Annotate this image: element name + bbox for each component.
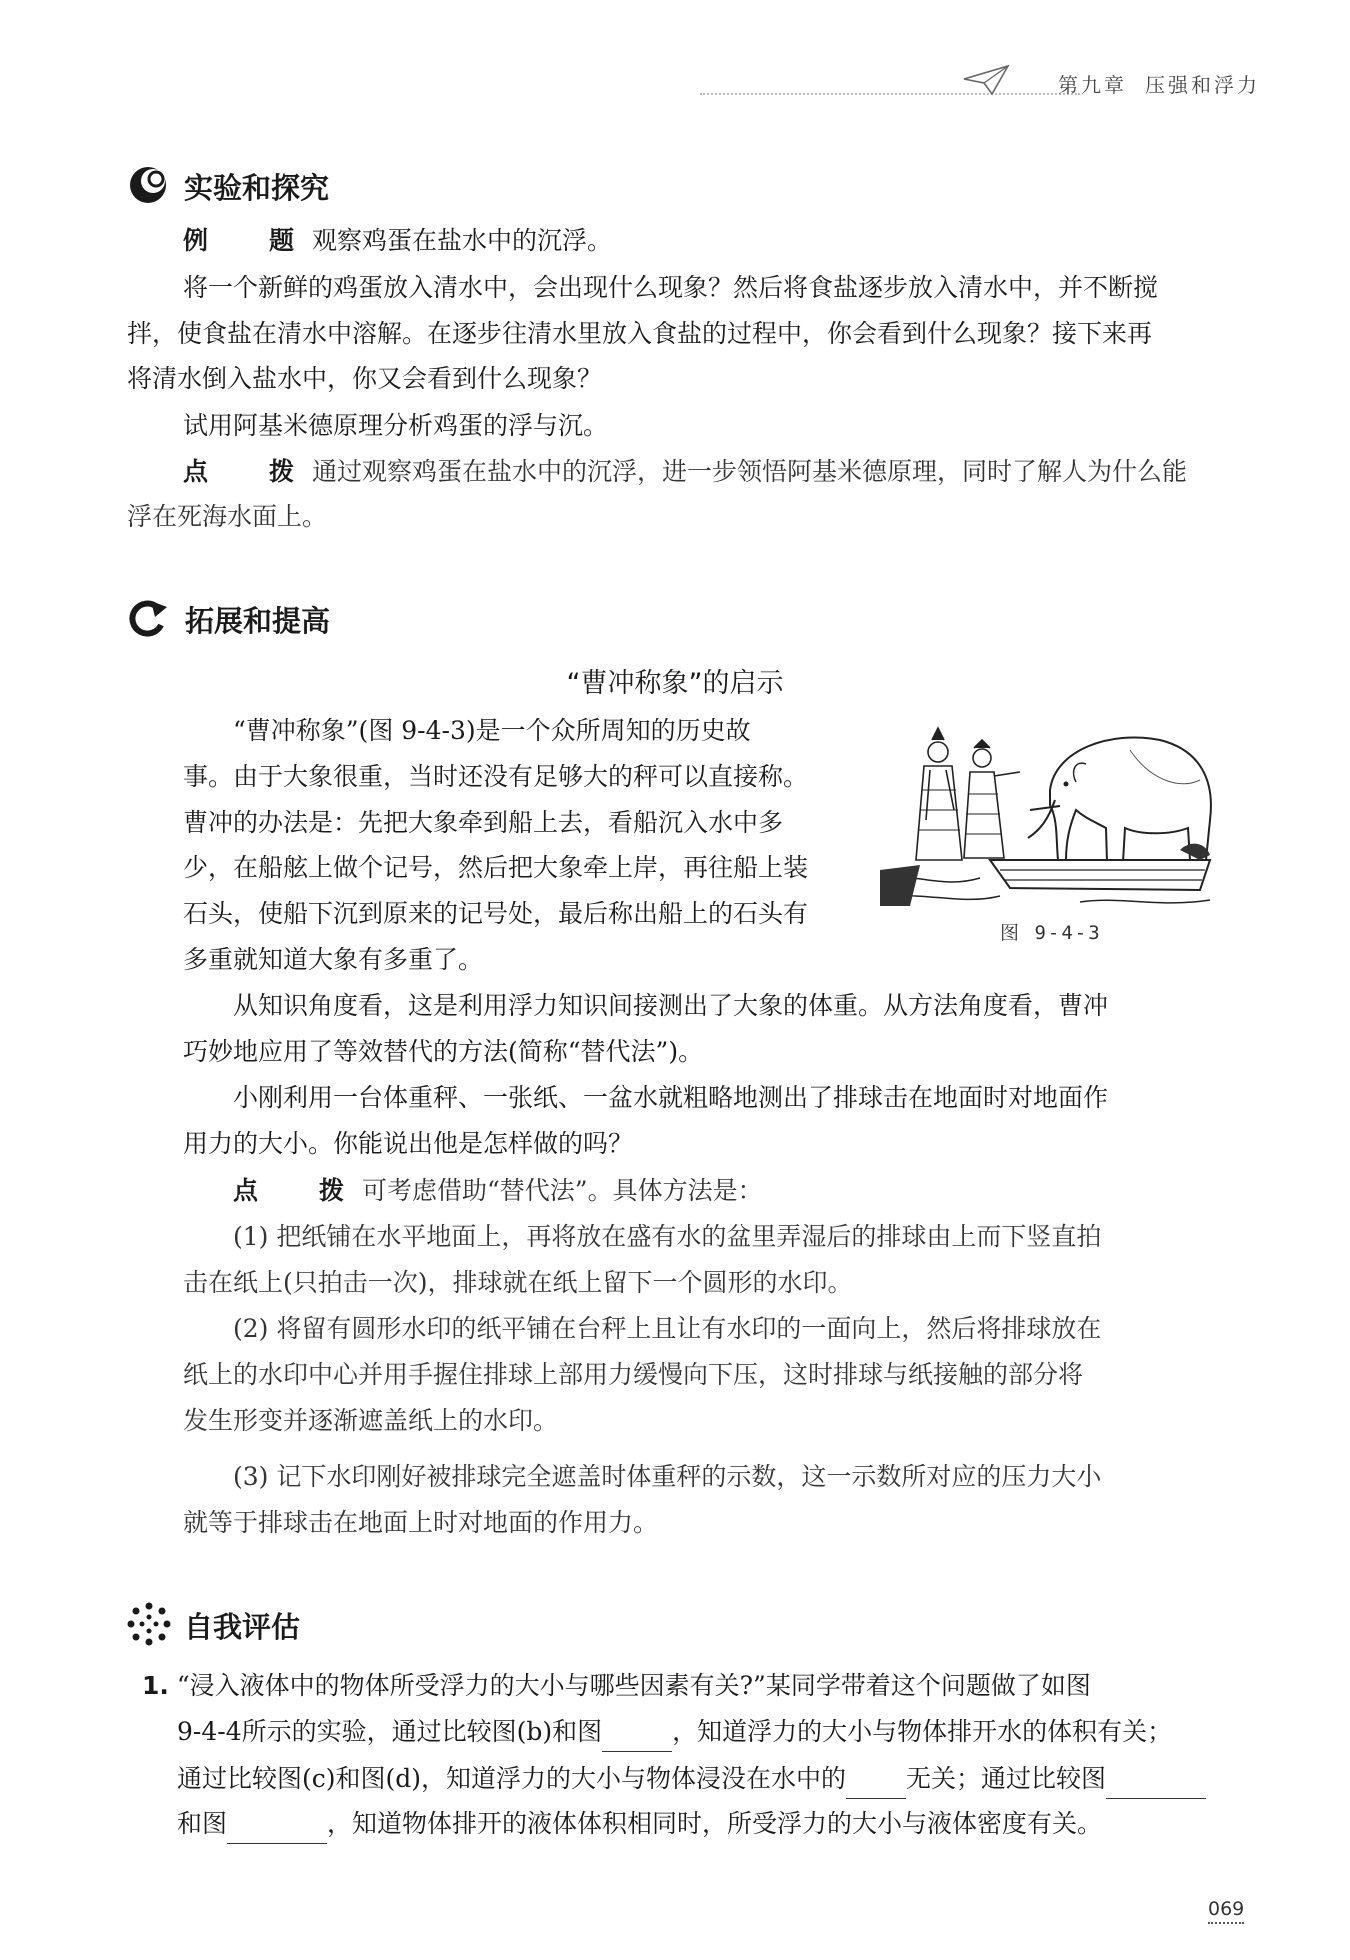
analysis-line: 从知识角度看，这是利用浮力知识间接测出了大象的体重。从方法角度看，曹冲: [233, 991, 1109, 1020]
paper-plane-icon: [962, 63, 1012, 97]
question-text: 和图: [177, 1809, 228, 1838]
hint-line: [183, 452, 1187, 492]
self-assessment-section-icon: [127, 1602, 171, 1646]
question-line: 用力的大小。你能说出他是怎样做的吗？: [183, 1129, 634, 1158]
story-line: 多重就知道大象有多重了。: [183, 945, 484, 974]
hint-text: 可考虑借助“替代法”。具体方法是：: [362, 1176, 763, 1205]
header-text: [1058, 69, 1260, 98]
hint-label: 点 拨: [183, 457, 313, 486]
step-line: (1) 把纸铺在水平地面上，再将放在盛有水的盆里弄湿后的排球由上而下竖直拍: [233, 1222, 1102, 1251]
question-text: ，知道浮力的大小与物体排开水的体积有关；: [672, 1717, 1173, 1746]
para-line: 拌，使食盐在清水中溶解。在逐步往清水里放入食盐的过程中，你会看到什么现象？接下来再: [127, 319, 1153, 348]
section-title-self-assessment: 自我评估: [184, 1610, 301, 1644]
question-number: 1.: [142, 1671, 169, 1700]
question-1-line: [177, 1759, 1206, 1799]
step-line: 击在纸上(只拍击一次)，排球就在纸上留下一个圆形的水印。: [183, 1268, 853, 1297]
story-line: “曹冲称象”(图 9-4-3)是一个众所周知的历史故: [233, 716, 751, 745]
task-line: 试用阿基米德原理分析鸡蛋的浮与沉。: [183, 411, 609, 440]
header-title: 压强和浮力: [1145, 73, 1260, 97]
extension-section-icon: [127, 597, 173, 637]
hint-label: 点 拨: [233, 1176, 363, 1205]
section-title-experiment: 实验和探究: [184, 171, 330, 205]
cao-chong-elephant-illustration: [880, 710, 1220, 910]
example-label: 例 题: [183, 226, 313, 255]
step-line: 就等于排球击在地面上时对地面的作用力。: [183, 1508, 659, 1537]
header-chapter: 第九章: [1058, 73, 1127, 97]
example-line: [183, 221, 612, 261]
step-line: 纸上的水印中心并用手握住排球上部用力缓慢向下压，这时排球与纸接触的部分将: [183, 1360, 1084, 1389]
story-line: 石头，使船下沉到原来的记号处，最后称出船上的石头有: [183, 899, 809, 928]
question-text: 9-4-4所示的实验，通过比较图(b)和图: [177, 1717, 603, 1746]
step-line: (3) 记下水印刚好被排球完全遮盖时体重秤的示数，这一示数所对应的压力大小: [233, 1462, 1102, 1491]
hint-line: 浮在死海水面上。: [127, 502, 328, 531]
question-1-line: [177, 1804, 1102, 1844]
question-text: “浸入液体中的物体所受浮力的大小与哪些因素有关?”某同学带着这个问题做了如图: [176, 1671, 1091, 1700]
question-1-line: [177, 1712, 1172, 1752]
para-line: 将清水倒入盐水中，你又会看到什么现象？: [127, 364, 603, 393]
story-line: 少，在船舷上做个记号，然后把大象牵上岸，再往船上装: [183, 853, 809, 882]
experiment-section-icon: [127, 162, 171, 206]
step-line: (2) 将留有圆形水印的纸平铺在台秤上且让有水印的一面向上，然后将排球放在: [233, 1314, 1102, 1343]
article-title: “曹冲称象”的启示: [566, 668, 784, 699]
story-line: 曹冲的办法是：先把大象牵到船上去，看船沉入水中多: [183, 808, 784, 837]
question-text: 通过比较图(c)和图(d)，知道浮力的大小与物体浸没在水中的: [177, 1764, 847, 1793]
para-line: 将一个新鲜的鸡蛋放入清水中，会出现什么现象？然后将食盐逐步放入清水中，并不断搅: [183, 273, 1159, 302]
figure-caption: 图 9-4-3: [1000, 922, 1102, 944]
answer-blank[interactable]: [1106, 1772, 1206, 1799]
header-dotted-line: [700, 93, 1080, 95]
question-line: 小刚利用一台体重秤、一张纸、一盆水就粗略地测出了排球击在地面时对地面作: [233, 1083, 1109, 1112]
example-text: 观察鸡蛋在盐水中的沉浮。: [312, 226, 613, 255]
running-header: [700, 55, 1260, 115]
question-1-line: [142, 1666, 1091, 1706]
question-text: 无关；通过比较图: [906, 1764, 1107, 1793]
answer-blank[interactable]: [227, 1817, 327, 1844]
question-text: ，知道物体排开的液体体积相同时，所受浮力的大小与液体密度有关。: [327, 1809, 1103, 1838]
hint-line: [233, 1171, 763, 1211]
hint-text: 通过观察鸡蛋在盐水中的沉浮，进一步领悟阿基米德原理，同时了解人为什么能: [312, 457, 1188, 486]
step-line: 发生形变并逐渐遮盖纸上的水印。: [183, 1406, 559, 1435]
answer-blank[interactable]: [602, 1725, 672, 1752]
page-number: 069: [1208, 1898, 1244, 1924]
story-line: 事。由于大象很重，当时还没有足够大的秤可以直接称。: [183, 762, 809, 791]
answer-blank[interactable]: [846, 1772, 906, 1799]
analysis-line: 巧妙地应用了等效替代的方法(简称“替代法”)。: [183, 1037, 704, 1066]
section-title-extension: 拓展和提高: [185, 604, 331, 638]
